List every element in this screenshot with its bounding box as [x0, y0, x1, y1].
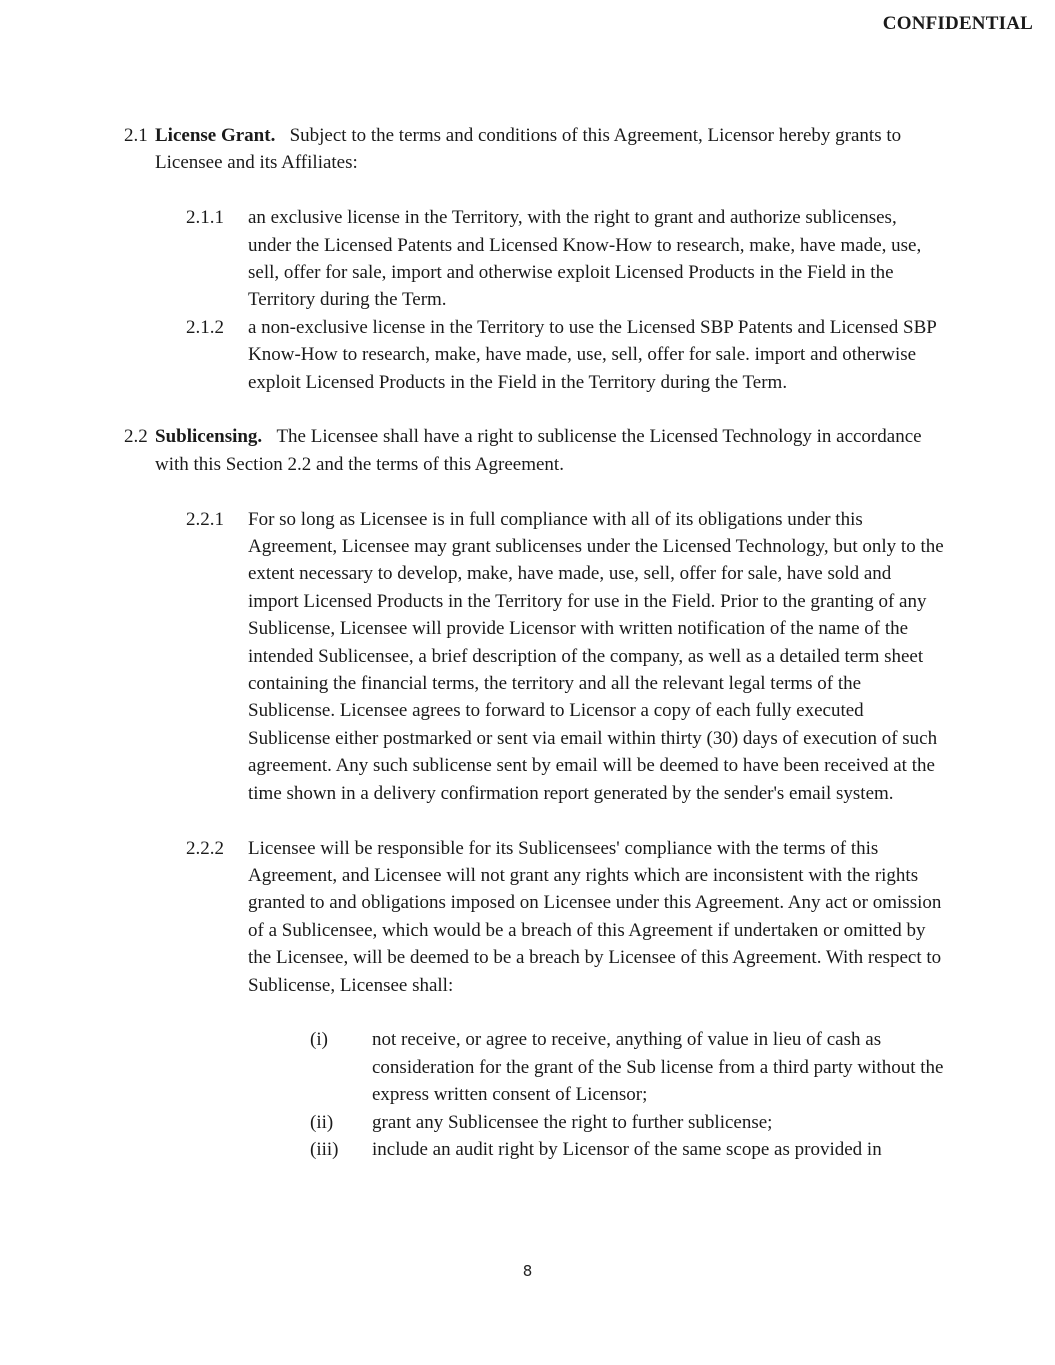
section-text: The Licensee shall have a right to sublicense the Licensed Technology in accordance with this Section 2.2 and the terms of this Agreement.	[155, 426, 922, 475]
section-2-2-heading	[124, 423, 944, 478]
clause-number: 2.1.1	[186, 207, 224, 229]
list-item-number: (iii)	[310, 1138, 339, 1160]
clause-2-1-2	[124, 314, 944, 396]
section-text: Subject to the terms and conditions of this Agreement, Licensor hereby grants to Licensee and its Affiliates:	[155, 125, 902, 174]
list-item-iii	[124, 1136, 944, 1163]
clause-text: an exclusive license in the Territory, with the right to grant and authorize sublicenses, under the Licensed Patents and Licensed Know-How to research, make, have made, use, sell, offer for sale, import and otherwise exploit Licensed Products in the Field in the Territory during the Term.	[248, 207, 922, 311]
section-2-1	[124, 122, 944, 396]
section-title: Sublicensing.	[155, 426, 263, 448]
clause-2-1-1	[124, 204, 944, 314]
clause-number: 2.2.1	[186, 508, 224, 530]
clause-text: Licensee will be responsible for its Sublicensees' compliance with the terms of this Agreement, and Licensee will not grant any rights which are inconsistent with the rights granted to and obligations imposed on Licensee under this Agreement. Any act or omission of a Sublicensee, which would be a breach of this Agreement if undertaken or omitted by the Licensee, will be deemed to be a breach by Licensee of this Agreement. With respect to Sublicense, Licensee shall:	[248, 837, 942, 996]
list-item-number: (i)	[310, 1029, 328, 1051]
document-body	[124, 122, 944, 1163]
section-title: License Grant.	[155, 125, 276, 146]
list-item-number: (ii)	[310, 1111, 334, 1133]
list-item-text: include an audit right by Licensor of the same scope as provided in	[372, 1138, 882, 1160]
list-item-i	[124, 1026, 944, 1108]
confidential-header: CONFIDENTIAL	[882, 13, 1033, 34]
section-2-2	[124, 423, 944, 1163]
section-2-1-heading	[124, 122, 944, 177]
list-item-text: grant any Sublicensee the right to further sublicense;	[372, 1111, 773, 1133]
section-number: 2.1	[124, 125, 148, 146]
list-item-text: not receive, or agree to receive, anything of value in lieu of cash as consideration for the grant of the Sub license from a third party without the express written consent of Licensor;	[372, 1029, 944, 1106]
page-number: 8	[522, 1262, 533, 1280]
list-item-ii	[124, 1109, 944, 1136]
clause-text: For so long as Licensee is in full compliance with all of its obligations under this Agreement, Licensee may grant sublicenses under the Licensed Technology, but only to the extent necessary to develop, make, have made, use, sell, offer for sale, have sold and import Licensed Products in the Territory for use in the Field. Prior to the granting of any Sublicense, Licensee will provide Licensor with written notification of the name of the intended Sublicensee, a brief description of the company, as well as a detailed term sheet containing the financial terms, the territory and all the relevant legal terms of the Sublicense. Licensee agrees to forward to Licensor a copy of each fully executed Sublicense either postmarked or sent via email within thirty (30) days of execution of such agreement. Any such sublicense sent by email will be deemed to have been received at the time shown in a delivery confirmation report generated by the sender's email system.	[248, 508, 944, 804]
clause-number: 2.1.2	[186, 316, 224, 338]
section-number: 2.2	[124, 426, 148, 448]
clause-number: 2.2.2	[186, 837, 224, 859]
clause-2-2-1	[124, 506, 944, 807]
clause-2-2-2	[124, 835, 944, 999]
clause-text: a non-exclusive license in the Territory to use the Licensed SBP Patents and Licensed SBP Know-How to research, make, have made, use, sell, offer for sale. import and otherwise exploit Licensed Products in the Field in the Territory during the Term.	[248, 316, 937, 393]
